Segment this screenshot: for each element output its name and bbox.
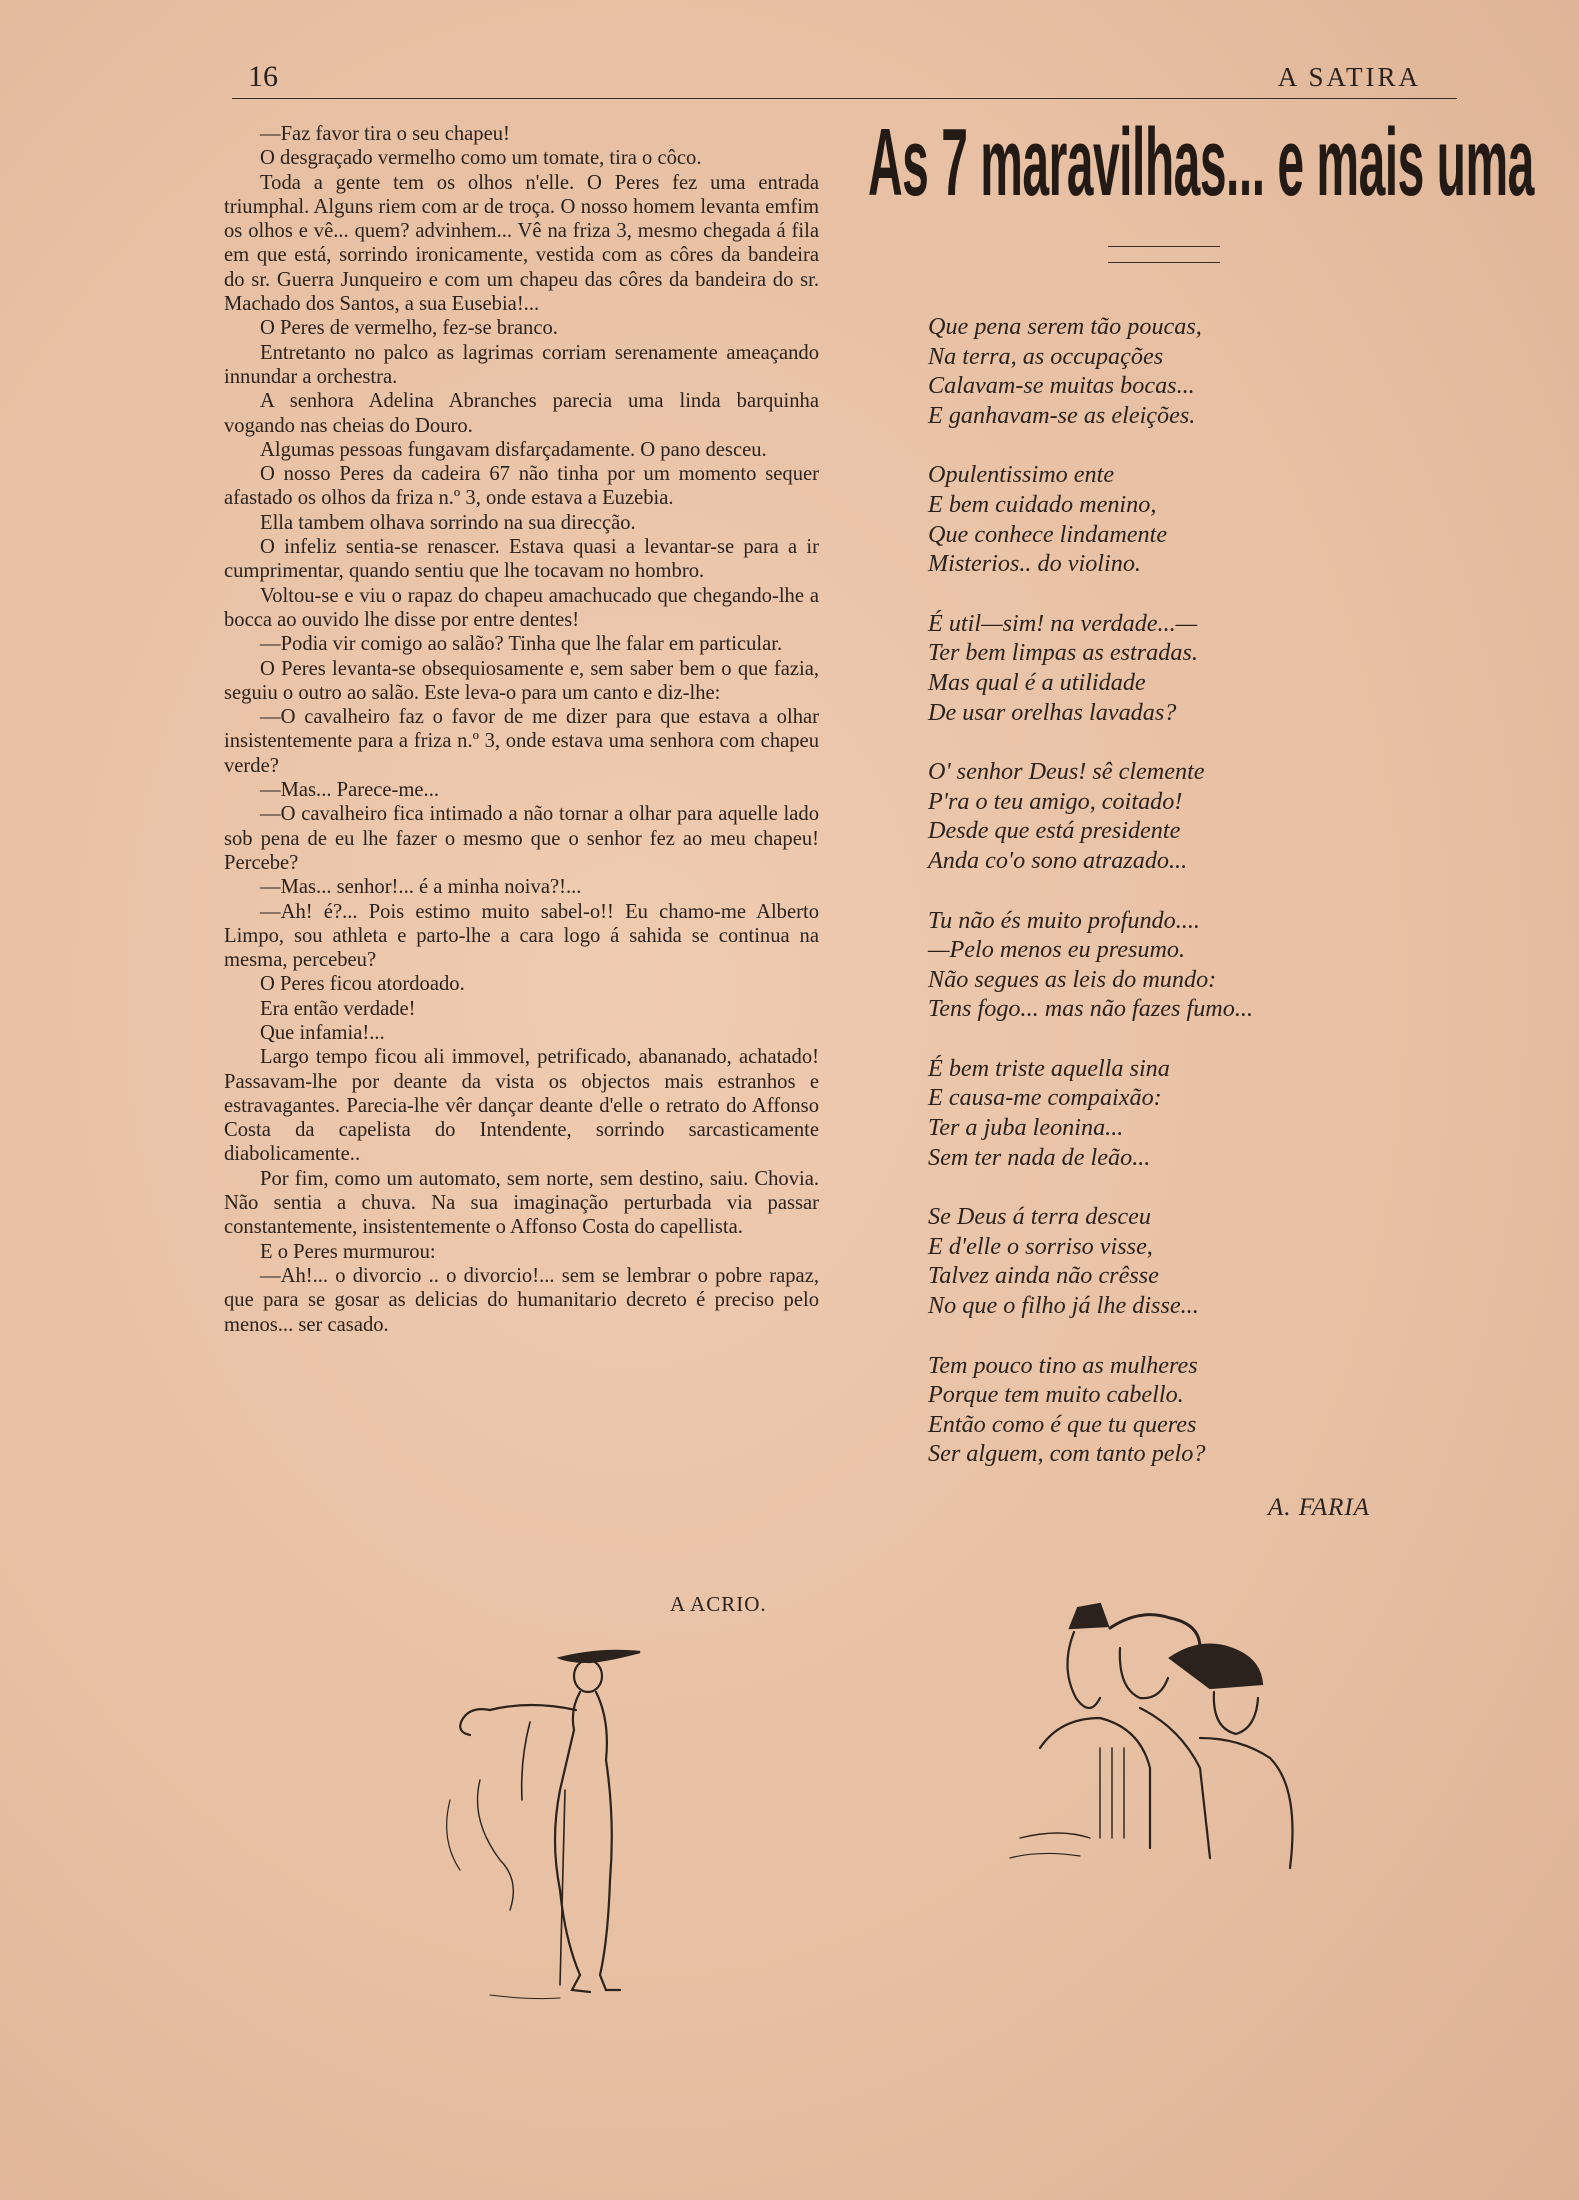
poem-line: Ser alguem, com tanto pelo? xyxy=(928,1440,1206,1468)
poem-stanza xyxy=(928,906,1448,1024)
story-paragraph: Era então verdade! xyxy=(260,997,416,1020)
story-paragraph: O infeliz sentia-se renascer. Estava quasi a levantar-se para a ir cumprimentar, quando sentiu que lhe tocavam no hombro. xyxy=(224,536,819,583)
title-divider xyxy=(1108,246,1220,247)
story-column xyxy=(224,122,819,1337)
story-author: A ACRIO. xyxy=(670,1592,767,1616)
poem-stanza xyxy=(928,1054,1448,1172)
poem-line: P'ra o teu amigo, coitado! xyxy=(928,787,1183,815)
story-paragraph: Entretanto no palco as lagrimas corriam serenamente ameaçando innundar a orchestra. xyxy=(224,341,819,388)
poem-line: Misterios.. do violino. xyxy=(928,550,1141,578)
poem-line: Que conhece lindamente xyxy=(928,520,1168,548)
poem-line: É bem triste aquella sina xyxy=(928,1054,1170,1082)
story-paragraph: A senhora Adelina Abranches parecia uma linda barquinha vogando nas cheias do Douro. xyxy=(224,390,819,437)
poem-line: Que pena serem tão poucas, xyxy=(928,313,1202,340)
poem-line: E d'elle o sorriso visse, xyxy=(928,1232,1153,1260)
poem-line: Tem pouco tino as mulheres xyxy=(928,1351,1198,1379)
story-paragraph: —Mas... senhor!... é a minha noiva?!... xyxy=(260,876,582,899)
poem-line: Porque tem muito cabello. xyxy=(928,1381,1184,1409)
poem-line: Calavam-se muitas bocas... xyxy=(928,372,1195,400)
poem-stanza xyxy=(928,1351,1448,1469)
story-paragraph: Voltou-se e viu o rapaz do chapeu amachucado que chegando-lhe a bocca ao ouvido lhe disse por entre dentes! xyxy=(224,584,819,631)
story-paragraph: —Ah! é?... Pois estimo muito sabel-o!! Eu chamo-me Alberto Limpo, sou athleta e parto-lhe a cara logo á sahida se continua na mesma, percebeu? xyxy=(224,900,819,972)
story-paragraph: —Mas... Parece-me... xyxy=(260,779,439,802)
poem-author: A. FARIA xyxy=(1268,1494,1370,1521)
poem-line: —Pelo menos eu presumo. xyxy=(928,936,1186,964)
page-header xyxy=(232,58,1457,98)
page-number: 16 xyxy=(248,60,278,93)
poem-line: Tens fogo... mas não fazes fumo... xyxy=(928,995,1253,1023)
poem-line: Ter a juba leonina... xyxy=(928,1114,1124,1142)
title-divider-2 xyxy=(1108,262,1220,263)
story-paragraph: —Podia vir comigo ao salão? Tinha que lhe falar em particular. xyxy=(260,633,783,656)
story-paragraph: O Peres de vermelho, fez-se branco. xyxy=(260,317,558,340)
header-rule xyxy=(232,98,1457,99)
poem-line: Não segues as leis do mundo: xyxy=(928,965,1217,993)
story-paragraph: —Ah!... o divorcio .. o divorcio!... sem se lembrar o pobre rapaz, que para se gosar as delicias do humanitario decreto é preciso pelo menos... ser casado. xyxy=(224,1264,819,1336)
poem-title: As 7 maravilhas... e mais uma xyxy=(868,109,1534,216)
poem-line: Tu não és muito profundo.... xyxy=(928,906,1200,934)
story-paragraph: —O cavalheiro faz o favor de me dizer para que estava a olhar insistentemente para a friza n.º 3, onde estava uma senhora com chapeu verde? xyxy=(224,706,819,777)
poem-line: É util—sim! na verdade...— xyxy=(928,609,1198,637)
story-paragraph: O nosso Peres da cadeira 67 não tinha por um momento sequer afastado os olhos da friza n.º 3, onde estava a Euzebia. xyxy=(224,463,819,510)
figures-illustration xyxy=(1000,1588,1340,1888)
story-paragraph: Ella tambem olhava sorrindo na sua direcção. xyxy=(260,511,636,534)
story-paragraph: Por fim, como um automato, sem norte, sem destino, saiu. Chovia. Não sentia a chuva. Na sua imaginação perturbada via passar constantemente, insistentemente o Affonso Costa do capellista. xyxy=(224,1167,819,1239)
poem-stanza xyxy=(928,609,1448,727)
poem-stanza xyxy=(928,460,1448,578)
running-title: A SATIRA xyxy=(1277,62,1421,92)
poem-line: E causa-me compaixão: xyxy=(928,1084,1162,1112)
poem-stanza xyxy=(928,757,1448,875)
poem-line: Ter bem limpas as estradas. xyxy=(928,639,1198,667)
poem-line: Opulentissimo ente xyxy=(928,461,1115,489)
story-paragraph: Toda a gente tem os olhos n'elle. O Peres fez uma entrada triumphal. Alguns riem com ar de troça. O nosso homem levanta emfim os olhos e vê... quem? advinhem... Vê na friza 3, mesmo chegada á fila em que está, sorrindo ironicamente, vestida com as côres da bandeira do sr. Guerra Junqueiro e com um chapeu das côres da bandeira do sr. Machado dos Santos, a sua Eusebia!... xyxy=(224,171,819,316)
poem-line: Talvez ainda não crêsse xyxy=(928,1262,1159,1290)
story-paragraph: —O cavalheiro fica intimado a não tornar a olhar para aquelle lado sob pena de eu lhe fazer o mesmo que o senhor fez ao meu chapeu! Percebe? xyxy=(224,803,819,874)
poem-line: Anda co'o sono atrazado... xyxy=(928,846,1188,874)
story-paragraph: Algumas pessoas fungavam disfarçadamente. O pano desceu. xyxy=(260,438,767,461)
poem-line: No que o filho já lhe disse... xyxy=(928,1292,1199,1320)
story-paragraph: Largo tempo ficou ali immovel, petrificado, abananado, achatado! Passavam-lhe por deante da vista os objectos mais estranhos e estravagantes. Parecia-lhe vêr dançar deante d'elle o retrato do Affonso Costa da capelista do Intendente, sorrindo sarcasticamente diabolicamente.. xyxy=(224,1046,819,1166)
woman-illustration xyxy=(410,1640,670,2010)
story-paragraph: —Faz favor tira o seu chapeu! xyxy=(260,123,510,145)
poem-line: O' senhor Deus! sê clemente xyxy=(928,758,1205,786)
story-paragraph: Que infamia!... xyxy=(260,1021,385,1044)
poem-line: Se Deus á terra desceu xyxy=(928,1203,1152,1231)
poem-line: De usar orelhas lavadas? xyxy=(928,698,1177,726)
poem-line: Mas qual é a utilidade xyxy=(928,668,1146,696)
poem-line: Na terra, as occupações xyxy=(928,342,1164,370)
poem-line: Desde que está presidente xyxy=(928,817,1181,845)
story-paragraph: O Peres ficou atordoado. xyxy=(260,973,465,996)
poem-line: Sem ter nada de leão... xyxy=(928,1143,1151,1171)
story-paragraph: O desgraçado vermelho como um tomate, tira o côco. xyxy=(260,147,702,170)
poem-line: E bem cuidado menino, xyxy=(928,490,1157,518)
poem-stanza xyxy=(928,1202,1448,1320)
story-paragraph: O Peres levanta-se obsequiosamente e, sem saber bem o que fazia, seguiu o outro ao salão. Este leva-o para um canto e diz-lhe: xyxy=(224,657,819,704)
poem-column xyxy=(928,312,1448,1499)
story-paragraph: E o Peres murmurou: xyxy=(260,1240,436,1263)
poem-line: E ganhavam-se as eleições. xyxy=(928,401,1196,429)
poem-line: Então como é que tu queres xyxy=(928,1410,1197,1438)
poem-stanza xyxy=(928,312,1448,430)
